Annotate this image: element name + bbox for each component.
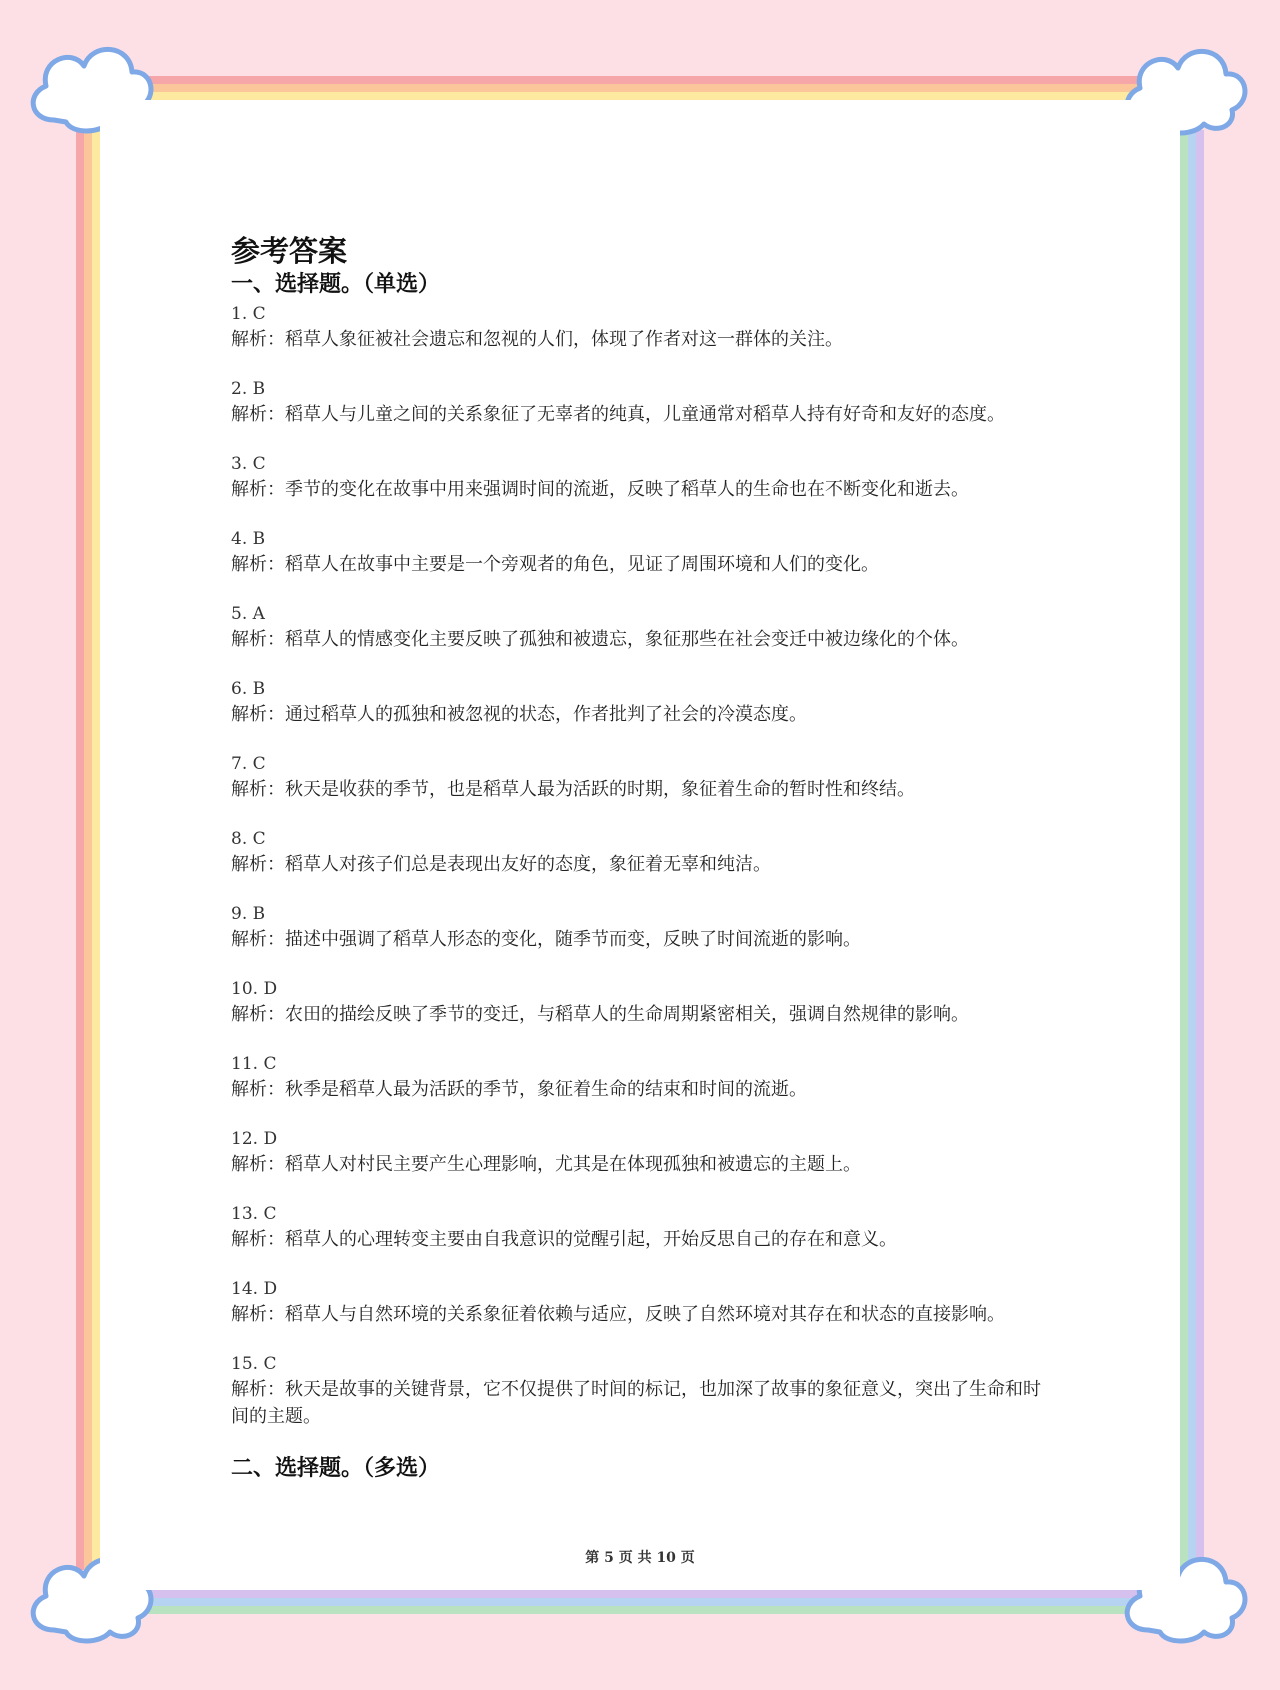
answer-item	[231, 677, 1051, 728]
answer-explanation: 解析：农田的描绘反映了季节的变迁，与稻草人的生命周期紧密相关，强调自然规律的影响。	[231, 1004, 969, 1025]
answer-item	[231, 1052, 1051, 1103]
answer-number: 5. A	[231, 604, 265, 624]
answer-item	[231, 827, 1051, 878]
answer-number: 6. B	[231, 679, 266, 699]
section-heading-single-choice: 一、选择题。（单选）	[231, 272, 441, 297]
answer-explanation: 解析：季节的变化在故事中用来强调时间的流逝，反映了稻草人的生命也在不断变化和逝去。	[231, 479, 969, 500]
answer-explanation: 解析：秋天是收获的季节，也是稻草人最为活跃的时期，象征着生命的暂时性和终结。	[231, 779, 915, 800]
answer-explanation: 解析：描述中强调了稻草人形态的变化，随季节而变，反映了时间流逝的影响。	[231, 929, 861, 950]
answer-number: 11. C	[231, 1054, 277, 1074]
answer-item	[231, 302, 1051, 353]
answer-item	[231, 602, 1051, 653]
answer-number: 10. D	[231, 979, 278, 999]
answer-item	[231, 977, 1051, 1028]
answer-explanation: 解析：通过稻草人的孤独和被忽视的状态，作者批判了社会的冷漠态度。	[231, 704, 807, 725]
answer-explanation: 解析：稻草人与自然环境的关系象征着依赖与适应，反映了自然环境对其存在和状态的直接影响。	[231, 1304, 1005, 1325]
answer-explanation: 解析：稻草人在故事中主要是一个旁观者的角色，见证了周围环境和人们的变化。	[231, 554, 879, 575]
answer-number: 13. C	[231, 1204, 277, 1224]
answer-explanation: 解析：秋天是故事的关键背景，它不仅提供了时间的标记，也加深了故事的象征意义，突出了生命和时间的主题。	[231, 1379, 1041, 1427]
answer-item	[231, 902, 1051, 953]
answer-explanation: 解析：稻草人的心理转变主要由自我意识的觉醒引起，开始反思自己的存在和意义。	[231, 1229, 897, 1250]
answer-number: 15. C	[231, 1354, 277, 1374]
answer-item	[231, 377, 1051, 428]
answer-explanation: 解析：秋季是稻草人最为活跃的季节，象征着生命的结束和时间的流逝。	[231, 1079, 807, 1100]
answer-number: 9. B	[231, 904, 266, 924]
answer-list	[231, 302, 1051, 1430]
answer-item	[231, 527, 1051, 578]
page-title: 参考答案	[231, 234, 348, 268]
answer-number: 1. C	[231, 304, 266, 324]
answer-item	[231, 1202, 1051, 1253]
answer-key-content	[231, 232, 1051, 1484]
answer-item	[231, 752, 1051, 803]
answer-number: 2. B	[231, 379, 266, 399]
answer-number: 14. D	[231, 1279, 278, 1299]
answer-item	[231, 1352, 1051, 1430]
answer-explanation: 解析：稻草人象征被社会遗忘和忽视的人们，体现了作者对这一群体的关注。	[231, 329, 843, 350]
answer-explanation: 解析：稻草人的情感变化主要反映了孤独和被遗忘，象征那些在社会变迁中被边缘化的个体。	[231, 629, 969, 650]
answer-number: 8. C	[231, 829, 266, 849]
answer-explanation: 解析：稻草人与儿童之间的关系象征了无辜者的纯真，儿童通常对稻草人持有好奇和友好的态度。	[231, 404, 1005, 425]
answer-explanation: 解析：稻草人对孩子们总是表现出友好的态度，象征着无辜和纯洁。	[231, 854, 771, 875]
answer-explanation: 解析：稻草人对村民主要产生心理影响，尤其是在体现孤独和被遗忘的主题上。	[231, 1154, 861, 1175]
page-number: 第 5 页 共 10 页	[585, 1550, 695, 1566]
answer-number: 12. D	[231, 1129, 278, 1149]
answer-number: 3. C	[231, 454, 266, 474]
answer-number: 7. C	[231, 754, 266, 774]
section-heading-multiple-choice: 二、选择题。（多选）	[231, 1456, 441, 1481]
answer-number: 4. B	[231, 529, 266, 549]
answer-item	[231, 1127, 1051, 1178]
answer-item	[231, 452, 1051, 503]
answer-item	[231, 1277, 1051, 1328]
